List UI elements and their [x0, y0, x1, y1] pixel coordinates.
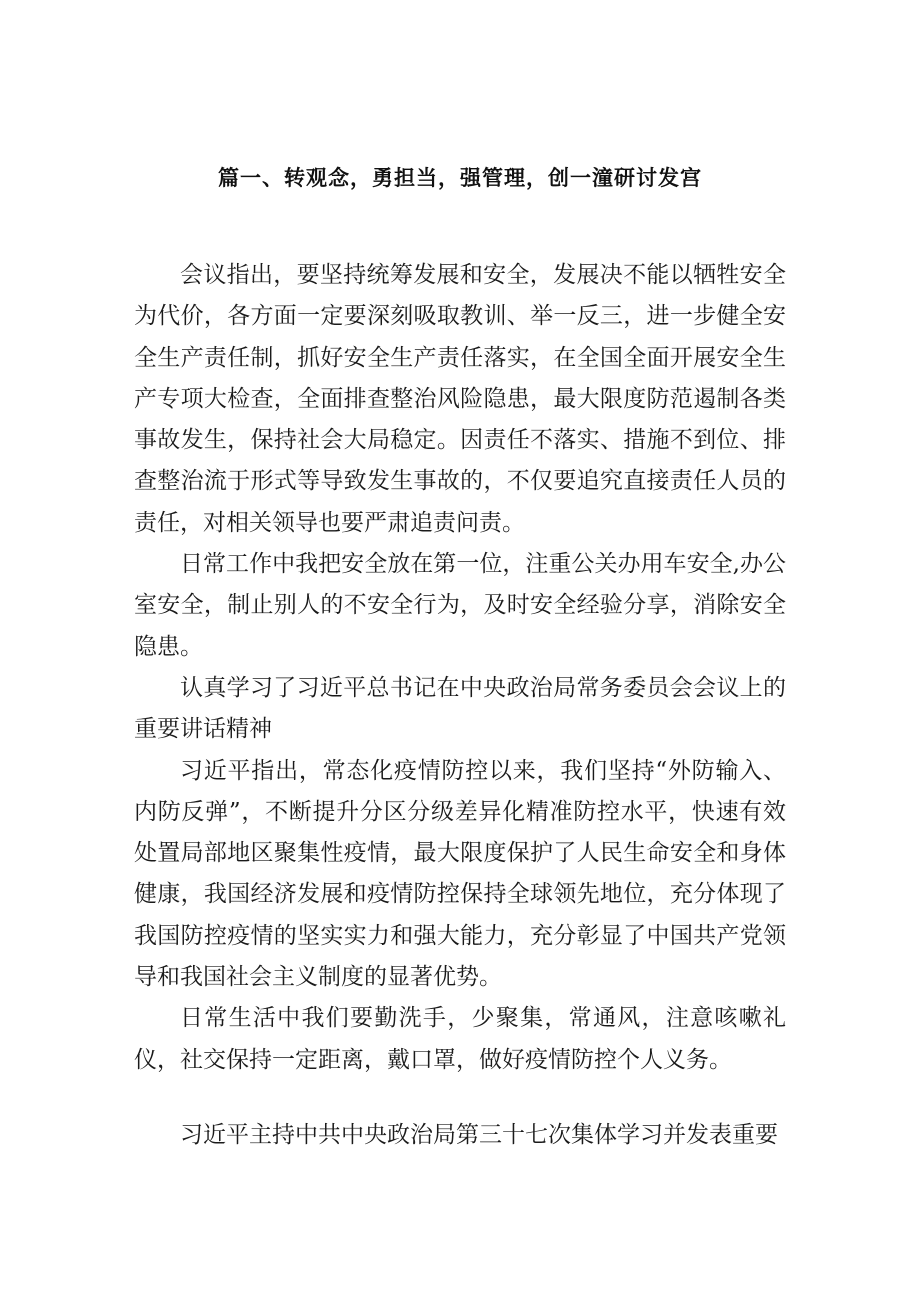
paragraph-daily-life-prevention: 日常生活中我们要勤洗手，少聚集，常通风，注意咳嗽礼仪，社交保持一定距离，戴口罩，做好疫情防控个人义务。 — [134, 1005, 786, 1073]
paragraph-safety-meeting: 会议指出，要坚持统筹发展和安全，发展决不能以牺牲安全为代价，各方面一定要深刻吸取教训、举一反三，进一步健全安全生产责任制，抓好安全生产责任落实，在全国全面开展安全生产专项大检查，全面排查整治风险隐患，最大限度防范遏制各类事故发生，保持社会大局稳定。因责任不落实、措施不到位、排查整治流于形式等导致发生事故的，不仅要追究直接责任人员的责任，对相关领导也要严肃追责问责。 — [134, 262, 786, 536]
paragraph-study-speech: 认真学习了习近平总书记在中央政治局常务委员会会议上的重要讲话精神 — [134, 674, 786, 743]
document-body — [134, 255, 786, 1156]
document-title: 篇一、转观念，勇担当，强管理，创一潼研讨发宫 — [218, 166, 702, 190]
paragraph-daily-work-safety: 日常工作中我把安全放在第一位，注重公关办用车安全,办公室安全，制止别人的不安全行为，及时安全经验分享，消除安全隐患。 — [134, 551, 786, 660]
paragraph-collective-study: 习近平主持中共中央政治局第三十七次集体学习并发表重要 — [180, 1121, 778, 1148]
paragraph-epidemic-control: 习近平指出，常态化疫情防控以来，我们坚持“外防输入、内防反弹”，不断提升分区分级差异化精准防控水平，快速有效处置局部地区聚集性疫情，最大限度保护了人民生命安全和身体健康，我国经济发展和疫情防控保持全球领先地位，充分体现了我国防控疫情的坚实实力和强大能力，充分彰显了中国共产党领导和我国社会主义制度的显著优势。 — [134, 757, 786, 991]
